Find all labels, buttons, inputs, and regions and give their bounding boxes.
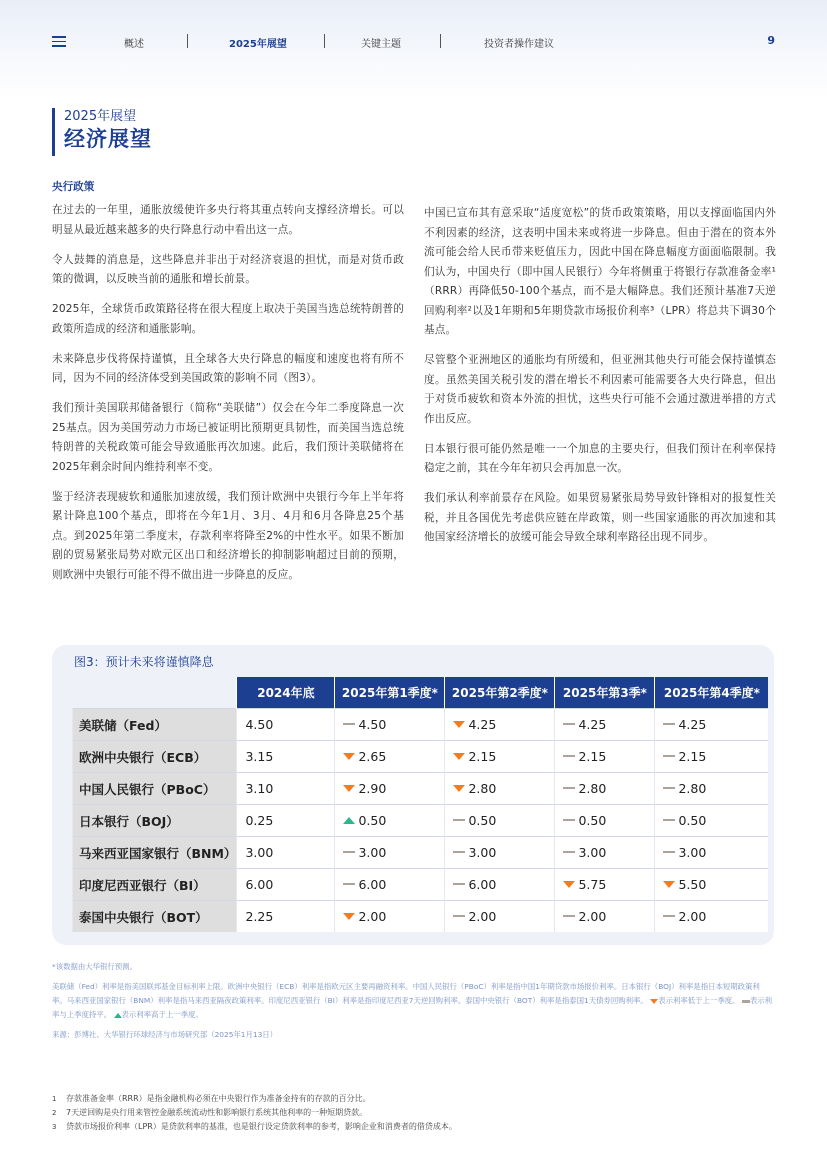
rate-value: 3.00 (578, 845, 607, 860)
rate-value: 4.50 (245, 717, 274, 732)
column-header: 2025年第3季* (555, 677, 655, 709)
bank-name: 马来西亚国家银行（BNM） (73, 837, 237, 869)
down-triangle-icon (343, 913, 355, 920)
footnote-text: 贷款市场报价利率（LPR）是贷款利率的基准，也是银行设定贷款利率的参考，影响企业和消费者的借贷成本。 (66, 1122, 457, 1131)
bank-name: 美联储（Fed） (73, 709, 237, 741)
nav-divider (324, 34, 325, 48)
nav-item-key-themes[interactable]: 关键主题 (361, 39, 401, 50)
section-subtitle: 2025年展望 (64, 109, 137, 124)
bank-name: 日本银行（BOJ） (73, 805, 237, 837)
bank-name: 中国人民银行（PBoC） (73, 773, 237, 805)
flat-bar-icon (663, 755, 675, 757)
table-row (73, 805, 769, 837)
rate-value: 0.50 (358, 813, 387, 828)
flat-bar-icon (343, 851, 355, 853)
rate-cell (655, 709, 769, 741)
table-corner (73, 677, 237, 709)
rate-cell (655, 901, 769, 933)
rate-value: 0.50 (468, 813, 497, 828)
rate-value: 3.15 (245, 749, 274, 764)
rate-value: 4.25 (468, 717, 497, 732)
footnote-text: 存款准备金率（RRR）是指金融机构必须在中央银行作为准备金持有的存款的百分比。 (66, 1094, 371, 1103)
column-header: 2025年第4季度* (655, 677, 769, 709)
column-header: 2025年第2季度* (445, 677, 555, 709)
paragraph: 令人鼓舞的消息是，这些降息并非出于对经济衰退的担忧，而是对货币政策的微调，以反映当前的通胀和增长前景。 (52, 253, 404, 285)
flat-bar-icon (563, 851, 575, 853)
rate-cell (655, 837, 769, 869)
flat-bar-icon (663, 787, 675, 789)
bank-name: 印度尼西亚银行（BI） (73, 869, 237, 901)
rate-value: 2.80 (468, 781, 497, 796)
table-row (73, 773, 769, 805)
rate-cell (555, 869, 655, 901)
up-triangle-icon (114, 1013, 122, 1018)
rate-cell (445, 901, 555, 933)
rate-value: 6.00 (245, 877, 274, 892)
legend-down-text: 表示利率低于上一季度。 (658, 996, 740, 1005)
flat-bar-icon (453, 915, 465, 917)
nav-item-investor-actions[interactable]: 投资者操作建议 (484, 39, 554, 50)
table-row (73, 837, 769, 869)
column-header: 2025年第1季度* (335, 677, 445, 709)
flat-bar-icon (663, 915, 675, 917)
rate-value: 2.00 (678, 909, 707, 924)
rate-cell (335, 805, 445, 837)
rate-cell (445, 805, 555, 837)
flat-bar-icon (563, 755, 575, 757)
rate-value: 3.00 (678, 845, 707, 860)
page-title: 经济展望 (64, 127, 152, 151)
definitions-text: 美联储（Fed）利率是指美国联邦基金目标利率上限。欧洲中央银行（ECB）利率是指欧元区主要再融资利率。中国人民银行（PBoC）利率是指中国1年期贷款市场报价利率。日本银行（BOJ）利率是指日本短期政策利率。马来西亚国家银行（BNM）利率是指马来西亚隔夜政策利率。印度尼西亚银行（BI）利率是指印度尼西亚7天逆回购利率。泰国中央银行（BOT）利率是指泰国1天债券回购利率。 (52, 982, 760, 1005)
rate-cell (237, 837, 335, 869)
flat-bar-icon (563, 915, 575, 917)
rate-cell (445, 709, 555, 741)
hamburger-menu-icon[interactable] (52, 36, 66, 47)
top-navigation (0, 34, 827, 50)
page-number: 9 (767, 34, 775, 47)
up-triangle-icon (343, 817, 355, 824)
rate-cell (445, 773, 555, 805)
rate-value: 2.80 (678, 781, 707, 796)
paragraph: 尽管整个亚洲地区的通胀均有所缓和，但亚洲其他央行可能会保持谨慎态度。虽然美国关税引发的潜在增长不利因素可能需要各大央行降息，但出于对货币疲软和资本外流的担忧，这些央行可能不会通过激进举措的方式作出反应。 (424, 354, 776, 425)
rate-cell (555, 741, 655, 773)
rate-cell (335, 773, 445, 805)
paragraph: 未来降息步伐将保持谨慎，且全球各大央行降息的幅度和速度也将有所不同，因为不同的经济体受到美国政策的影响不同（图3）。 (52, 352, 404, 384)
figure-panel (52, 645, 774, 945)
section-title: 央行政策 (52, 181, 95, 193)
paragraph: 我们预计美国联邦储备银行（简称“美联储”）仅会在今年二季度降息一次25基点。因为美国劳动力市场已被证明比预期更具韧性，而美国当选总统特朗普的关税政策可能会导致通胀再次加速。此后，我们预计美联储将在2025年剩余时间内维持利率不变。 (52, 402, 404, 473)
rate-value: 6.00 (358, 877, 387, 892)
left-column (52, 180, 404, 596)
rate-value: 6.00 (468, 877, 497, 892)
rate-value: 2.15 (468, 749, 497, 764)
down-triangle-icon (343, 785, 355, 792)
right-column (424, 204, 776, 558)
rate-cell (445, 741, 555, 773)
legend-flat-text: 表示利率与上季度持平。 (52, 996, 773, 1019)
rate-cell (555, 709, 655, 741)
flat-bar-icon (453, 851, 465, 853)
rate-cell (237, 741, 335, 773)
rate-value: 5.50 (678, 877, 707, 892)
rate-value: 2.15 (678, 749, 707, 764)
rate-cell (445, 837, 555, 869)
figure-title: 图3：预计未来将谨慎降息 (74, 655, 214, 669)
rate-cell (655, 869, 769, 901)
down-triangle-icon (453, 753, 465, 760)
paragraph: 我们承认利率前景存在风险。如果贸易紧张局势导致针锋相对的报复性关税，并且各国优先考虑供应链在岸政策，则一些国家通胀的再次加速和其他国家经济增长的放缓可能会导致全球利率路径出现不同步。 (424, 492, 776, 543)
flat-bar-icon (663, 819, 675, 821)
rate-cell (335, 869, 445, 901)
bank-name: 泰国中央银行（BOT） (73, 901, 237, 933)
rates-table (72, 677, 768, 932)
rate-cell (655, 773, 769, 805)
rate-value: 3.00 (245, 845, 274, 860)
rate-value: 2.65 (358, 749, 387, 764)
down-triangle-icon (663, 881, 675, 888)
legend-up-text: 表示利率高于上一季度。 (121, 1010, 203, 1019)
rate-value: 4.25 (678, 717, 707, 732)
rate-value: 0.25 (245, 813, 274, 828)
footnote-number: 3 (52, 1123, 57, 1131)
flat-bar-icon (563, 787, 575, 789)
nav-item-outlook-2025[interactable]: 2025年展望 (229, 39, 287, 50)
rate-value: 2.90 (358, 781, 387, 796)
footnote (52, 1092, 774, 1106)
paragraph: 鉴于经济表现疲软和通胀加速放缓，我们预计欧洲中央银行今年上半年将累计降息100个基点，即将在今年1月、3月、4月和6月各降息25个基点。到2025年第二季度末，存款利率将降至2%的中性水平。如果不断加剧的贸易紧张局势对欧元区出口和经济增长的抑制影响超过目前的预期，则欧洲中央银行可能不得不做出进一步降息的反应。 (52, 490, 404, 581)
paragraph: 在过去的一年里，通胀放缓使许多央行将其重点转向支撑经济增长。可以明显从最近越来越多的央行降息行动中看出这一点。 (52, 204, 404, 236)
rate-cell (237, 869, 335, 901)
rate-cell (237, 805, 335, 837)
flat-bar-icon (453, 883, 465, 885)
paragraph: 日本银行很可能仍然是唯一一个加息的主要央行，但我们预计在利率保持稳定之前，其在今年年初只会再加息一次。 (424, 442, 776, 474)
rate-value: 2.25 (245, 909, 274, 924)
rate-cell (237, 901, 335, 933)
footnotes (52, 1092, 774, 1134)
rate-cell (335, 741, 445, 773)
section-heading (52, 108, 152, 156)
rate-cell (237, 773, 335, 805)
rate-value: 3.10 (245, 781, 274, 796)
flat-bar-icon (663, 851, 675, 853)
rate-value: 0.50 (578, 813, 607, 828)
rate-cell (335, 709, 445, 741)
flat-bar-icon (343, 723, 355, 725)
rate-value: 2.00 (578, 909, 607, 924)
down-triangle-icon (453, 785, 465, 792)
forecast-note: *该数据由大华银行预测。 (52, 962, 137, 971)
rate-cell (335, 837, 445, 869)
rate-cell (655, 741, 769, 773)
footnote-text: 7天逆回购是央行用来管控金融系统流动性和影响银行系统其他利率的一种短期贷款。 (66, 1108, 368, 1117)
rate-cell (655, 805, 769, 837)
bank-name: 欧洲中央银行（ECB） (73, 741, 237, 773)
paragraph: 2025年，全球货币政策路径将在很大程度上取决于美国当选总统特朗普的政策所造成的经济和通胀影响。 (52, 303, 404, 335)
rate-value: 2.15 (578, 749, 607, 764)
flat-bar-icon (663, 723, 675, 725)
down-triangle-icon (343, 753, 355, 760)
nav-divider (440, 34, 441, 48)
flat-bar-icon (563, 819, 575, 821)
header-background (0, 0, 827, 100)
rate-cell (335, 901, 445, 933)
rate-value: 5.75 (578, 877, 607, 892)
footnote-number: 1 (52, 1095, 57, 1103)
table-row (73, 869, 769, 901)
definitions-note (52, 980, 774, 1022)
down-triangle-icon (563, 881, 575, 888)
rate-value: 2.00 (468, 909, 497, 924)
table-row (73, 709, 769, 741)
source-note: 来源：彭博社、大华银行环球经济与市场研究部（2025年1月13日） (52, 1030, 278, 1039)
table-row (73, 741, 769, 773)
down-triangle-icon (453, 721, 465, 728)
footnote (52, 1106, 774, 1120)
rate-value: 4.50 (358, 717, 387, 732)
rate-value: 2.80 (578, 781, 607, 796)
rate-value: 0.50 (678, 813, 707, 828)
rate-cell (237, 709, 335, 741)
figure-notes (52, 960, 774, 1048)
rate-cell (555, 773, 655, 805)
table-header-row (73, 677, 769, 709)
rate-value: 4.25 (578, 717, 607, 732)
table-body (73, 709, 769, 933)
nav-item-overview[interactable]: 概述 (124, 39, 144, 50)
rate-cell (555, 837, 655, 869)
flat-bar-icon (563, 723, 575, 725)
down-triangle-icon (650, 999, 658, 1004)
flat-bar-icon (343, 883, 355, 885)
rate-value: 3.00 (358, 845, 387, 860)
column-header: 2024年底 (237, 677, 335, 709)
paragraph: 中国已宣布其有意采取“适度宽松”的货币政策策略，用以支撑面临国内外不利因素的经济，这表明中国未来或将进一步降息。但由于潜在的资本外流可能会给人民币带来贬值压力，因此中国在降息幅度方面面临限制。我们认为，中国央行（即中国人民银行）今年将侧重于将银行存款准备金率¹（RRR）再降低50-100个基点，而不是大幅降息。我们还预计基准7天逆回购利率²以及1年期和5年期贷款市场报价利率³（LPR）将总共下调30个基点。 (424, 207, 776, 336)
table-row (73, 901, 769, 933)
rate-value: 3.00 (468, 845, 497, 860)
flat-bar-icon (453, 819, 465, 821)
rate-cell (555, 901, 655, 933)
nav-divider (187, 34, 188, 48)
rate-cell (445, 869, 555, 901)
rate-cell (555, 805, 655, 837)
flat-bar-icon (742, 1000, 750, 1003)
footnote-number: 2 (52, 1109, 57, 1117)
rate-value: 2.00 (358, 909, 387, 924)
footnote (52, 1120, 774, 1134)
